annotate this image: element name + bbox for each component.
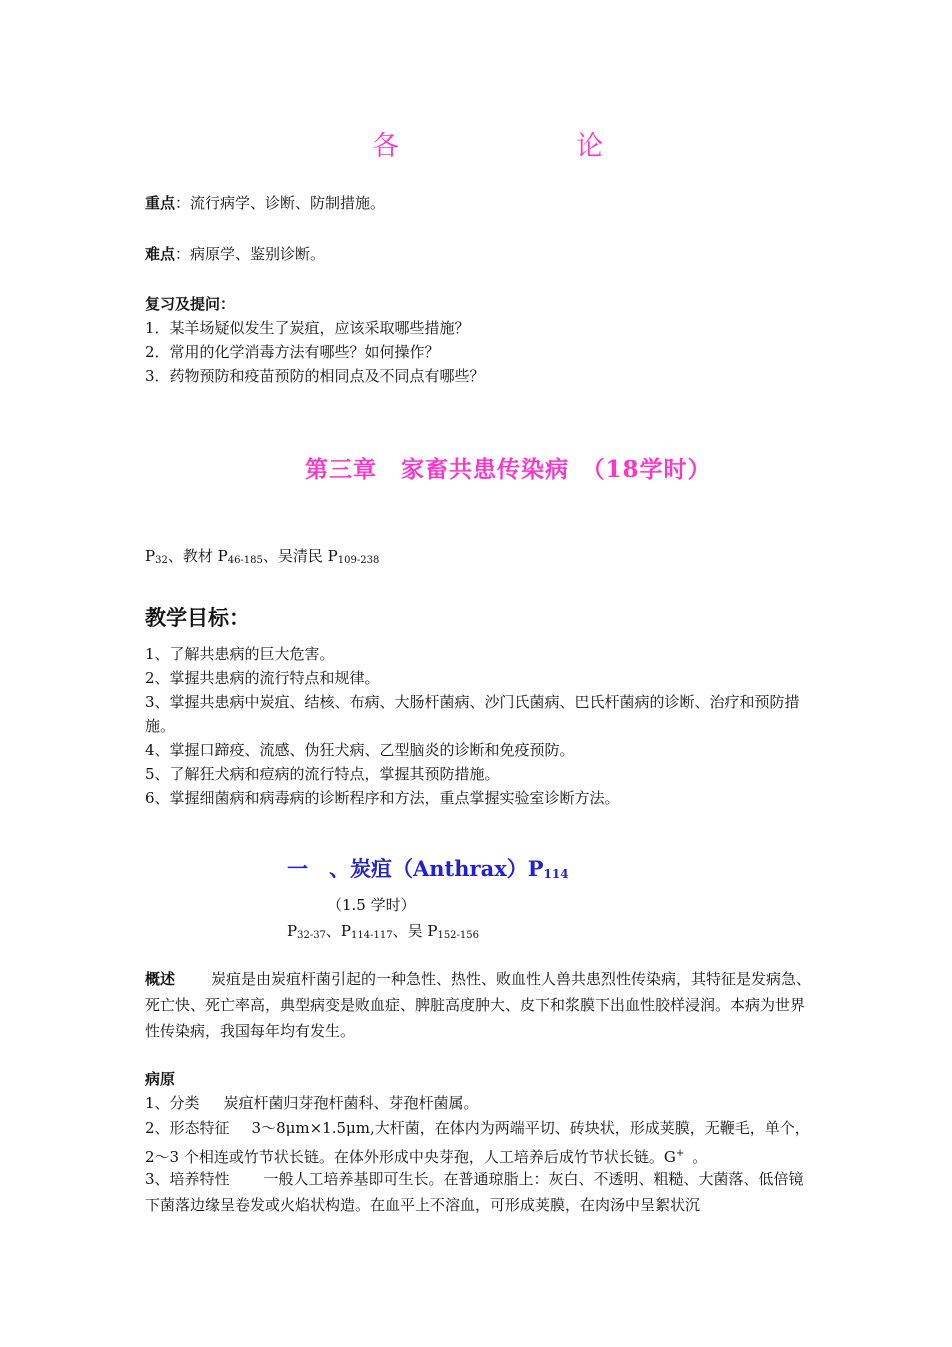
pathogen-item-2: [145, 1115, 813, 1170]
pathogen-item-1-text: 炭疽杆菌归芽孢杆菌科、芽孢杆菌属。: [223, 1094, 479, 1112]
key-points-sep: ：: [175, 194, 191, 212]
ref-p1-sub: 32: [155, 555, 168, 566]
pathogen-item-2-end: 。: [692, 1148, 708, 1166]
pathogen-item-1: [145, 1091, 479, 1115]
objective-item: 4、掌握口蹄疫、流感、伪狂犬病、乙型脑炎的诊断和免疫预防。: [145, 741, 575, 759]
overview-label: 概述: [145, 970, 176, 988]
pathogen-label: 病原: [145, 1070, 176, 1088]
ref-sep2: 、吴清民 P: [262, 547, 338, 565]
key-points-label: 重点: [145, 194, 176, 212]
pathogen-item-3: [145, 1166, 813, 1218]
objectives-list: [145, 642, 813, 810]
ref-sep1: 、教材 P: [167, 547, 228, 565]
section-title-main: 一 、炭疽（Anthrax）P: [287, 856, 544, 881]
key-points-line: [145, 191, 385, 215]
objective-item: 3、掌握共患病中炭疽、结核、布病、大肠杆菌病、沙门氏菌病、巴氏杆菌病的诊断、治疗和预防措施。: [145, 693, 800, 735]
pathogen-item-2-text: 3～8μm×1.5μm,大杆菌，在体内为两端平切、砖块状，形成荚膜，无鞭毛，单个，2～3 个相连或竹节状长链。在体外形成中央芽孢，人工培养后成竹节状长链。G: [145, 1119, 810, 1166]
section-refs: [287, 919, 479, 948]
pathogen-item-3-text: 一般人工培养基即可生长。在普通琼脂上：灰白、不透明、粗糙、大菌落、低倍镜下菌落边缘呈卷发或火焰状构造。在血平上不溶血，可形成荚膜，在肉汤中呈絮状沉: [145, 1170, 804, 1214]
section-ref-a-sub: 32-37: [297, 930, 326, 941]
header-char-right: 论: [576, 131, 605, 162]
review-block: [145, 292, 485, 388]
section-title-sub: 114: [543, 867, 569, 881]
objective-item: 1、了解共患病的巨大危害。: [145, 645, 335, 663]
section-ref-c-sub: 152-156: [437, 930, 480, 941]
difficulties-text: 病原学、鉴别诊断。: [190, 245, 326, 263]
review-item: 3．药物预防和疫苗预防的相同点及不同点有哪些？: [145, 367, 485, 385]
review-title: 复习及提问：: [145, 295, 236, 313]
objective-item: 6、掌握细菌病和病毒病的诊断程序和方法，重点掌握实验室诊断方法。: [145, 789, 620, 807]
references-line: [145, 544, 379, 573]
difficulties-line: [145, 242, 325, 266]
pathogen-item-3-label: 3、培养特性: [145, 1170, 230, 1188]
pathogen-item-2-sup: +: [675, 1148, 685, 1159]
difficulties-sep: ：: [175, 245, 191, 263]
objective-item: 2、掌握共患病的流行特点和规律。: [145, 669, 380, 687]
pathogen-item-2-label: 2、形态特征: [145, 1119, 230, 1137]
section-ref-a: P: [287, 922, 298, 940]
ref-p2-sub: 46-185: [227, 555, 263, 566]
objective-item: 5、了解狂犬病和痘病的流行特点，掌握其预防措施。: [145, 765, 500, 783]
overview-text: 炭疽是由炭疽杆菌引起的一种急性、热性、败血性人兽共患烈性传染病，其特征是发病急、死亡快、死亡率高，典型病变是败血症、脾脏高度肿大、皮下和浆膜下出血性胶样浸润。本病为世界性传染病，我国每年均有发生。: [145, 970, 812, 1040]
chapter-title: 第三章 家畜共患传染病 （18学时）: [305, 456, 712, 483]
section-ref-c: 、吴 P: [392, 922, 438, 940]
objectives-title: 教学目标：: [145, 605, 250, 630]
ref-p1: P: [145, 547, 156, 565]
overview-paragraph: [145, 966, 813, 1044]
section-ref-b-sub: 114-117: [351, 930, 393, 941]
section-hours: （1.5 学时）: [327, 896, 416, 914]
key-points-text: 流行病学、诊断、防制措施。: [190, 194, 386, 212]
header-char-left: 各: [372, 131, 401, 162]
section-title: [287, 853, 569, 883]
ref-p3-sub: 109-238: [337, 555, 380, 566]
section-ref-b: 、P: [325, 922, 352, 940]
difficulties-label: 难点: [145, 245, 176, 263]
review-item: 1．某羊场疑似发生了炭疽，应该采取哪些措施？: [145, 319, 470, 337]
pathogen-item-1-label: 1、分类: [145, 1094, 200, 1112]
review-item: 2．常用的化学消毒方法有哪些？如何操作？: [145, 343, 440, 361]
